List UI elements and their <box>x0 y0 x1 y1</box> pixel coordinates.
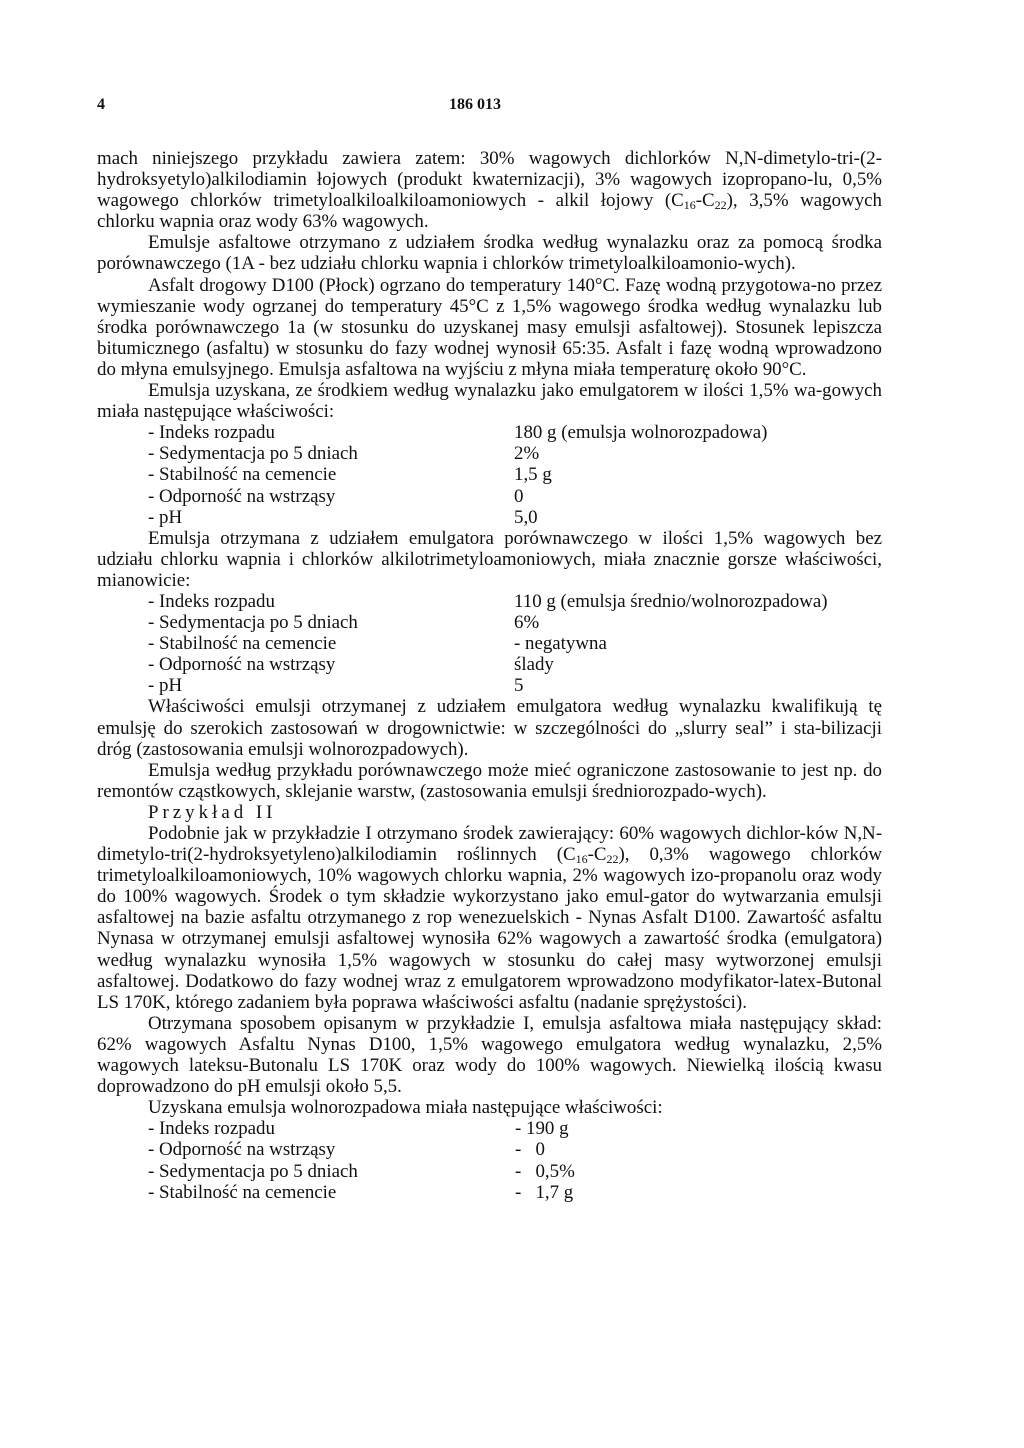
property-label: - Odporność na wstrząsy <box>148 1139 336 1161</box>
paragraph-9: Otrzymana sposobem opisanym w przykładzie I, emulsja asfaltowa miała następujący skład: 62% wagowych Asfaltu Nynas D100, 1,5% wagowego emulgatora według wynalazku, 2,5% wagowych lateksu-Butonalu LS 170K oraz wody do 100% wagowych. Niewielką ilością kwasu doprowadzono do pH emulsji około 5,5. <box>97 1012 882 1098</box>
property-value: 1,5 g <box>514 464 552 486</box>
property-row <box>97 591 882 612</box>
property-value: 5 <box>514 675 524 697</box>
property-row <box>97 486 882 507</box>
property-label: - pH <box>148 506 183 528</box>
paragraph-5: Emulsja otrzymana z udziałem emulgatora porównawczego w ilości 1,5% wagowych bez udziału chlorku wapnia i chlorków alkilotrimetyloamoniowych, miała znacznie gorsze właściwości, mianowicie: <box>97 527 882 591</box>
property-row <box>97 612 882 633</box>
property-row <box>97 507 882 528</box>
property-row <box>97 1182 882 1203</box>
property-row <box>97 1161 882 1182</box>
property-value: - negatywna <box>514 633 607 655</box>
properties-list-1 <box>97 422 882 527</box>
property-label: - Stabilność na cemencie <box>148 464 337 486</box>
property-value: - 190 g <box>515 1118 569 1140</box>
property-label: - Indeks rozpadu <box>148 590 275 612</box>
property-value: 0 <box>514 485 524 507</box>
property-value: 2% <box>514 443 540 465</box>
property-label: - Odporność na wstrząsy <box>148 654 336 676</box>
paragraph-4: Emulsja uzyskana, ze środkiem według wynalazku jako emulgatorem w ilości 1,5% wa-gowych miała następujące właściwości: <box>97 380 882 423</box>
property-row <box>97 443 882 464</box>
property-row <box>97 1139 882 1160</box>
property-label: - Indeks rozpadu <box>148 1118 275 1140</box>
property-value: - 0,5% <box>515 1160 575 1182</box>
property-row <box>97 633 882 654</box>
property-value: 5,0 <box>514 506 538 528</box>
properties-list-2 <box>97 591 882 696</box>
property-label: - Indeks rozpadu <box>148 422 275 444</box>
property-value: 180 g (emulsja wolnorozpadowa) <box>514 422 768 444</box>
property-value: 110 g (emulsja średnio/wolnorozpadowa) <box>514 590 828 612</box>
property-row <box>97 675 882 696</box>
section-heading: Przykład II <box>148 801 277 823</box>
page-header <box>97 96 887 120</box>
property-value: ślady <box>514 654 554 676</box>
properties-list-3 <box>97 1118 882 1202</box>
page-body <box>97 148 882 1203</box>
property-row <box>97 422 882 443</box>
property-row <box>97 1118 882 1139</box>
property-label: - Sedymentacja po 5 dniach <box>148 443 358 465</box>
page-number: 4 <box>97 96 105 113</box>
property-value: 6% <box>514 612 540 634</box>
property-label: - Sedymentacja po 5 dniach <box>148 612 358 634</box>
paragraph-3: Asfalt drogowy D100 (Płock) ogrzano do temperatury 140°C. Fazę wodną przygotowa-no przez wymieszanie wody ogrzanej do temperatury 45°C z 1,5% wagowego środka według wynalazku lub środka porównawczego 1a (w stosunku do uzyskanej masy emulsji asfaltowej). Stosunek lepiszcza bitumicznego (asfaltu) w stosunku do fazy wodnej wynosił 65:35. Asfalt i fazę wodną wprowadzono do młyna emulsyjnego. Emulsja asfaltowa na wyjściu z młyna miała temperaturę około 90°C. <box>97 274 882 380</box>
property-row <box>97 464 882 485</box>
property-label: - Odporność na wstrząsy <box>148 485 336 507</box>
property-label: - Stabilność na cemencie <box>148 1181 337 1203</box>
paragraph-6: Właściwości emulsji otrzymanej z udziałem emulgatora według wynalazku kwalifikują tę emulsję do szerokich zastosowań w drogownictwie: w szczególności do „slurry seal” i sta-bilizacji dróg (zastosowania emulsji wolnorozpadowych). <box>97 696 882 760</box>
property-label: - pH <box>148 675 183 697</box>
paragraph-10: Uzyskana emulsja wolnorozpadowa miała następujące właściwości: <box>148 1097 663 1119</box>
paragraph-7: Emulsja według przykładu porównawczego może mieć ograniczone zastosowanie to jest np. do remontów cząstkowych, sklejanie warstw, (zastosowania emulsji średniorozpado-wych). <box>97 759 882 802</box>
paragraph-2: Emulsje asfaltowe otrzymano z udziałem środka według wynalazku oraz za pomocą środka porównawczego (1A - bez udziału chlorku wapnia i chlorków trimetyloalkiloamonio-wych). <box>97 232 882 275</box>
property-row <box>97 654 882 675</box>
document-number: 186 013 <box>449 96 501 113</box>
property-label: - Sedymentacja po 5 dniach <box>148 1160 358 1182</box>
property-value: - 0 <box>515 1139 545 1161</box>
paragraph-1: mach niniejszego przykładu zawiera zatem: 30% wagowych dichlorków N,N-dimetylo-tri-(2-hydroksyetylo)alkilodiamin łojowych (produkt kwaternizacji), 3% wagowych izopropano-lu, 0,5% wagowego chlorków trimetyloalkiloalkiloamoniowych - alkil łojowy $(C_{16}-C_{22})$, 3,5% wagowych chlorku wapnia oraz wody 63% wagowych. <box>97 148 882 233</box>
paragraph-8: Podobnie jak w przykładzie I otrzymano środek zawierający: 60% wagowych dichlor-ków N,N-dimetylo-tri(2-hydroksyetyleno)alkilodiamin roślinnych $(C_{16}-C_{22})$, 0,3% wagowego chlorków trimetyloalkiloamoniowych, 10% wagowych chlorku wapnia, 2% wagowych izo-propanolu oraz wody do 100% wagowych. Środek o tym składzie wykorzystano jako emul-gator do wytwarzania emulsji asfaltowej na bazie asfaltu otrzymanego z rop wenezuelskich - Nynas Asfalt D100. Zawartość asfaltu Nynasa w otrzymanej emulsji asfaltowej wynosiła 62% wagowych a zawartość środka (emulgatora) według wynalazku wynosiła 1,5% wagowych w stosunku do całej masy wytworzonej emulsji asfaltowej. Dodatkowo do fazy wodnej wraz z emulgatorem wprowadzono modyfikator-latex-Butonal LS 170K, którego zadaniem była poprawa właściwości asfaltu (nadanie sprężystości). <box>97 823 883 1013</box>
property-value: - 1,7 g <box>515 1181 574 1203</box>
property-label: - Stabilność na cemencie <box>148 633 337 655</box>
